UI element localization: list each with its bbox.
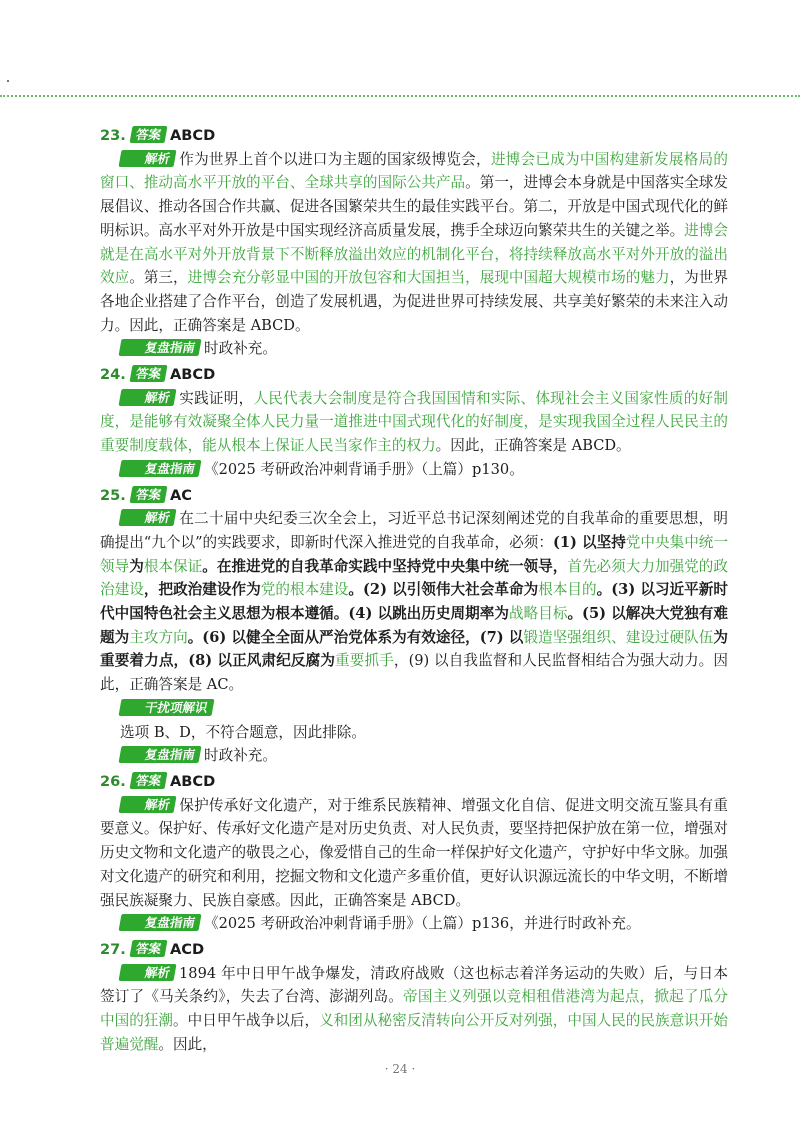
answer-tag: 答案	[129, 365, 167, 382]
question-27-header	[100, 938, 728, 962]
highlight-text: 重要抓手	[335, 652, 394, 670]
analysis-text: 。第二，开放是中国式现代化的鲜明标识。高水平对外开放是中国实现经济高质量发展，携手全球迈向繁荣共生的关键之举。	[100, 198, 728, 239]
highlight-text: 根本目的	[538, 581, 597, 599]
bold-text: 。(6) 以健全全面从严治党体系为有效途径，(7) 以	[187, 628, 524, 646]
review-text: 《2025 考研政治冲刺背诵手册》（上篇）p130。	[204, 460, 524, 478]
question-number: 27.	[100, 940, 126, 958]
analysis-text: 。第三，	[129, 269, 188, 287]
analysis-tag: 解析	[119, 389, 177, 406]
analysis-tag: 解析	[119, 796, 177, 813]
question-23-header	[100, 124, 728, 148]
review-text: 时政补充。	[204, 340, 277, 358]
question-23-review	[100, 337, 728, 361]
analysis-text: 保护传承好文化遗产，对于维系民族精神、增强文化自信、促进文明交流互鉴具有重要意义。保护好、传承好文化遗产是对历史负责、对人民负责，要坚持把保护放在第一位，增强对历史文物和文化遗产的敬畏之心，像爱惜自己的生命一样保护好文化遗产，守护好中华文脉。加强对文化遗产的研究和利用，挖掘文物和文化遗产多重价值，更好认识源远流长的中华文明，不断增强民族凝聚力、民族自豪感。因此，正确答案是 ABCD。	[100, 796, 728, 909]
question-number: 24.	[100, 366, 126, 384]
review-tag: 复盘指南	[119, 746, 202, 763]
bold-text: ，把政治建设作为	[143, 581, 261, 599]
analysis-tag: 解析	[119, 150, 177, 167]
review-text: 时政补充。	[204, 747, 277, 765]
bold-text: 。(3) 以习近平新时代中国特色社会主义思想为根本遵循。(4) 以跳出历史周期率为	[100, 581, 728, 623]
answer-value: AC	[169, 486, 192, 504]
analysis-text: 。第一，进博会本身就是中国落实全球发展倡议、推动各国合作共赢、促进各国繁荣共生的最佳实践平台	[100, 174, 728, 216]
analysis-text: 。因此，正确答案是 ABCD。	[435, 437, 631, 455]
question-24-review	[100, 458, 728, 482]
review-tag: 复盘指南	[119, 339, 202, 356]
question-number: 25.	[100, 486, 126, 504]
answer-value: ABCD	[169, 366, 216, 384]
highlight-text: 根本保证	[143, 557, 203, 575]
highlight-text: 进博会充分彰显中国的开放包容和大国担当，展现中国超大规模市场的魅力	[187, 269, 670, 287]
analysis-text: 实践证明，	[179, 389, 254, 407]
question-26-header	[100, 770, 728, 794]
page-number: · 24 ·	[384, 1062, 416, 1076]
review-text: 《2025 考研政治冲刺背诵手册》（上篇）p136，并进行时政补充。	[204, 915, 641, 933]
analysis-tag: 解析	[119, 964, 177, 981]
highlight-text: 进博会已成为中国构建新发展格局的窗口、推动高水平开放的平台、全球共享的国际公共产品	[100, 150, 728, 192]
highlight-text: 进博会就是在高水平对外开放背景下不断释放溢出效应的机制化平台，将持续释放高水平对外开放的溢出效应	[100, 221, 728, 287]
bold-text: 为	[129, 557, 144, 575]
answer-tag: 答案	[129, 486, 167, 503]
question-number: 23.	[100, 127, 126, 144]
analysis-text: 1894 年中日甲午战争爆发，清政府战败（这也标志着洋务运动的失败）后，与日本签订了《马关条约》，失去了台湾、澎湖列岛。	[100, 964, 728, 1006]
highlight-text: 人民代表大会制度是符合我国国情和实际、体现社会主义国家性质的好制度，是能够有效凝聚全体人民力量一道推进中国式现代化的好制度，是实现我国全过程人民民主的重要制度载体，能从根本上保证人民当家作主的权力	[100, 389, 728, 455]
question-23-analysis	[100, 148, 728, 338]
review-tag: 复盘指南	[119, 914, 202, 931]
answer-tag: 答案	[129, 126, 167, 143]
highlight-text: 首先必须大力加强党的政治建设	[100, 557, 728, 599]
analysis-text: 。因此，	[158, 1035, 217, 1053]
question-25-distractor-text: 选项 B、D，不符合题意，因此排除。	[120, 723, 366, 741]
bold-text: 。(5) 以解决大党独有难题为	[100, 605, 728, 646]
answer-value: ACD	[169, 940, 205, 958]
distractor-tag: 干扰项解识	[119, 699, 215, 716]
question-24-analysis	[100, 387, 728, 458]
question-26-analysis	[100, 794, 728, 913]
answer-value: ABCD	[169, 772, 216, 790]
bold-text: 。(2) 以引领伟大社会革命为	[348, 581, 539, 599]
analysis-text: 。中日甲午战争以后，	[173, 1012, 320, 1030]
analysis-text: ，为世界各地企业搭建了合作平台，创造了发展机遇，为促进世界可持续发展、共享美好繁荣的未来注入动力。因此，正确答案是 ABCD。	[100, 269, 728, 334]
highlight-text: 主攻方向	[129, 628, 188, 646]
question-number: 26.	[100, 772, 126, 790]
answer-tag: 答案	[129, 940, 167, 957]
review-tag: 复盘指南	[119, 460, 202, 477]
bold-text: (1) 以坚持	[552, 533, 626, 551]
highlight-text: 战略目标	[508, 605, 568, 623]
corner-speck	[7, 80, 9, 82]
bold-text: 为重要着力点，(8) 以正风肃纪反腐为	[100, 628, 728, 670]
header-dotted-divider	[0, 95, 800, 97]
question-25-analysis	[100, 507, 728, 697]
question-26-review	[100, 912, 728, 936]
analysis-text: 作为世界上首个以进口为主题的国家级博览会，	[179, 150, 491, 168]
highlight-text: 锻造坚强组织、建设过硬队伍	[523, 628, 714, 646]
question-25-header	[100, 484, 728, 508]
analysis-tag: 解析	[119, 509, 177, 526]
highlight-text: 党的根本建设	[260, 581, 349, 599]
answer-explanations	[100, 122, 728, 1056]
question-24-header	[100, 363, 728, 387]
highlight-text: 党中央集中统一领导	[100, 533, 728, 575]
question-25-review	[100, 744, 728, 768]
analysis-text: ，(9) 以自我监督和人民监督相结合为强大动力。因此，正确答案是 AC。	[100, 652, 728, 694]
answer-value: ABCD	[169, 127, 216, 144]
analysis-text: 在二十届中央纪委三次全会上，习近平总书记深刻阐述党的自我革命的重要思想，明确提出“九个以”的实践要求，即新时代深入推进党的自我革命，必须：	[100, 510, 728, 551]
highlight-text: 义和团从秘密反清转向公开反对列强，中国人民的民族意识开始普遍觉醒	[100, 1012, 728, 1053]
bold-text: 。在推进党的自我革命实践中坚持党中央集中统一领导，	[202, 557, 568, 575]
question-27-analysis	[100, 962, 728, 1057]
highlight-text: 帝国主义列强以竞相租借港湾为起点，掀起了瓜分中国的狂潮	[100, 988, 728, 1030]
question-25-distractor-header	[100, 697, 728, 721]
answer-tag: 答案	[129, 772, 167, 789]
